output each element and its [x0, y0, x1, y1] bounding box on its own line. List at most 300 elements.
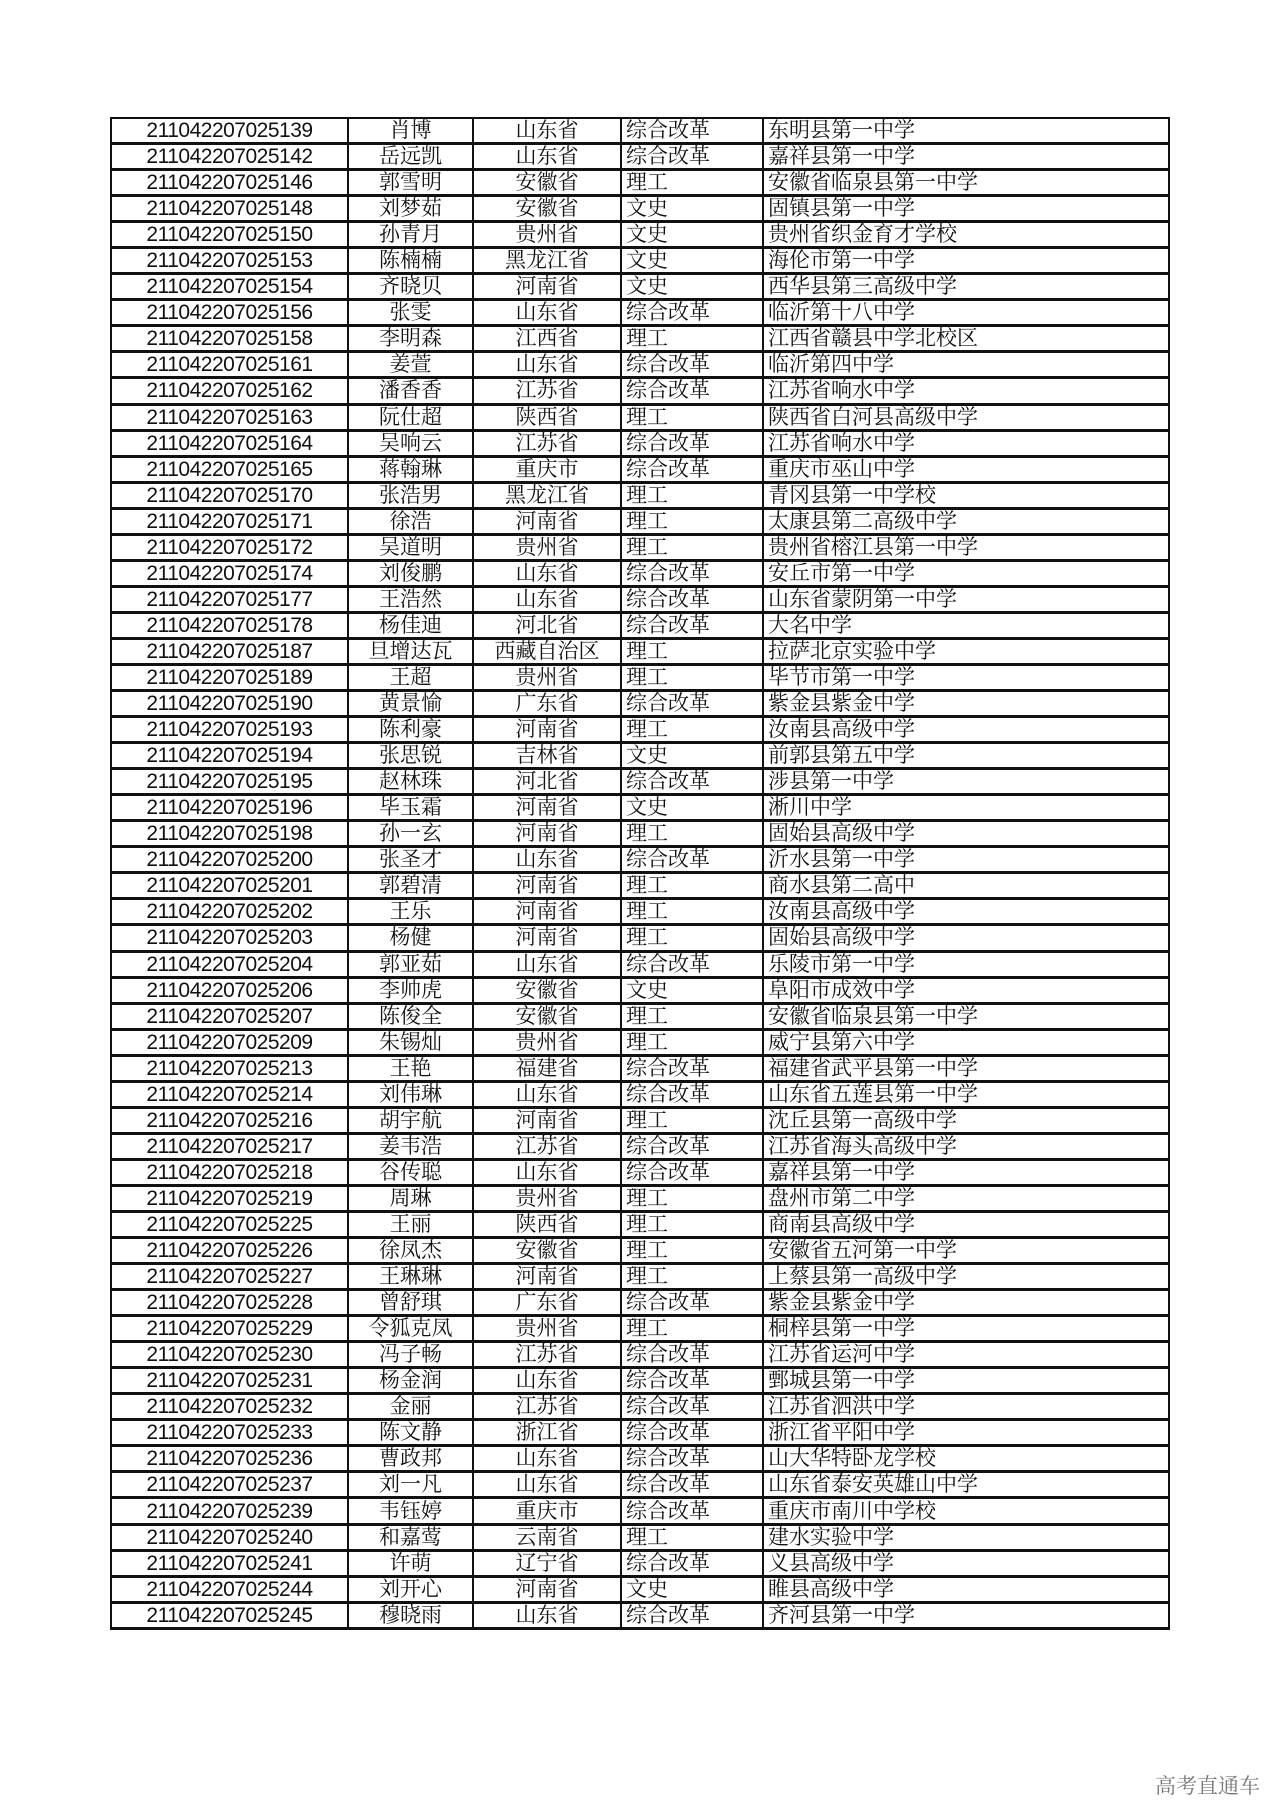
table-row: [111, 170, 1169, 196]
exam-number-cell: 211042207025177: [111, 586, 348, 612]
table-row: [111, 873, 1169, 899]
exam-number-cell: 211042207025189: [111, 664, 348, 690]
subject-type-cell: 理工: [621, 821, 763, 847]
exam-number-cell: 211042207025148: [111, 196, 348, 222]
province-cell: 辽宁省: [473, 1550, 621, 1576]
exam-number-cell: 211042207025163: [111, 404, 348, 430]
subject-type-cell: 综合改革: [621, 1420, 763, 1446]
school-cell: 上蔡县第一高级中学: [763, 1264, 1169, 1290]
province-cell: 山东省: [473, 847, 621, 873]
subject-type-cell: 综合改革: [621, 378, 763, 404]
school-cell: 盘州市第二中学: [763, 1185, 1169, 1211]
school-cell: 浙江省平阳中学: [763, 1420, 1169, 1446]
watermark: 高考直通车: [1155, 1774, 1260, 1798]
exam-number-cell: 211042207025170: [111, 482, 348, 508]
table-row: [111, 743, 1169, 769]
subject-type-cell: 综合改革: [621, 769, 763, 795]
school-cell: 嘉祥县第一中学: [763, 144, 1169, 170]
table-row: [111, 1524, 1169, 1550]
exam-number-cell: 211042207025203: [111, 925, 348, 951]
exam-number-cell: 211042207025146: [111, 170, 348, 196]
subject-type-cell: 综合改革: [621, 352, 763, 378]
subject-type-cell: 文史: [621, 274, 763, 300]
school-cell: 贵州省织金育才学校: [763, 222, 1169, 248]
exam-number-cell: 211042207025213: [111, 1055, 348, 1081]
exam-number-cell: 211042207025156: [111, 300, 348, 326]
table-row: [111, 638, 1169, 664]
table-row: [111, 1316, 1169, 1342]
table-row: [111, 326, 1169, 352]
table-row: [111, 769, 1169, 795]
name-cell: 张浩男: [348, 482, 473, 508]
school-cell: 大名中学: [763, 612, 1169, 638]
table-row: [111, 1029, 1169, 1055]
subject-type-cell: 理工: [621, 170, 763, 196]
province-cell: 河南省: [473, 821, 621, 847]
school-cell: 前郭县第五中学: [763, 743, 1169, 769]
table-row: [111, 1290, 1169, 1316]
exam-number-cell: 211042207025164: [111, 430, 348, 456]
province-cell: 陕西省: [473, 1211, 621, 1237]
school-cell: 紫金县紫金中学: [763, 1290, 1169, 1316]
table-row: [111, 560, 1169, 586]
table-row: [111, 508, 1169, 534]
table-row: [111, 1185, 1169, 1211]
name-cell: 和嘉莺: [348, 1524, 473, 1550]
table-row: [111, 1055, 1169, 1081]
name-cell: 张思锐: [348, 743, 473, 769]
school-cell: 乐陵市第一中学: [763, 951, 1169, 977]
name-cell: 张雯: [348, 300, 473, 326]
school-cell: 重庆市南川中学校: [763, 1498, 1169, 1524]
school-cell: 江苏省海头高级中学: [763, 1133, 1169, 1159]
school-cell: 江苏省响水中学: [763, 430, 1169, 456]
table-row: [111, 1472, 1169, 1498]
subject-type-cell: 综合改革: [621, 1498, 763, 1524]
province-cell: 山东省: [473, 1446, 621, 1472]
province-cell: 云南省: [473, 1524, 621, 1550]
exam-number-cell: 211042207025162: [111, 378, 348, 404]
exam-number-cell: 211042207025201: [111, 873, 348, 899]
name-cell: 杨健: [348, 925, 473, 951]
name-cell: 毕玉霜: [348, 795, 473, 821]
name-cell: 王丽: [348, 1211, 473, 1237]
subject-type-cell: 理工: [621, 638, 763, 664]
exam-number-cell: 211042207025241: [111, 1550, 348, 1576]
exam-number-cell: 211042207025226: [111, 1238, 348, 1264]
table-row: [111, 847, 1169, 873]
exam-number-cell: 211042207025206: [111, 977, 348, 1003]
name-cell: 李明森: [348, 326, 473, 352]
school-cell: 山东省泰安英雄山中学: [763, 1472, 1169, 1498]
school-cell: 淅川中学: [763, 795, 1169, 821]
school-cell: 海伦市第一中学: [763, 248, 1169, 274]
table-row: [111, 274, 1169, 300]
province-cell: 安徽省: [473, 170, 621, 196]
name-cell: 旦增达瓦: [348, 638, 473, 664]
school-cell: 威宁县第六中学: [763, 1029, 1169, 1055]
name-cell: 穆晓雨: [348, 1602, 473, 1628]
exam-number-cell: 211042207025216: [111, 1107, 348, 1133]
school-cell: 毕节市第一中学: [763, 664, 1169, 690]
name-cell: 王乐: [348, 899, 473, 925]
table-row: [111, 1264, 1169, 1290]
exam-number-cell: 211042207025228: [111, 1290, 348, 1316]
school-cell: 陕西省白河县高级中学: [763, 404, 1169, 430]
subject-type-cell: 综合改革: [621, 144, 763, 170]
name-cell: 冯子畅: [348, 1342, 473, 1368]
table-row: [111, 925, 1169, 951]
subject-type-cell: 综合改革: [621, 1081, 763, 1107]
subject-type-cell: 理工: [621, 899, 763, 925]
admission-list-table: [110, 117, 1170, 1630]
exam-number-cell: 211042207025230: [111, 1342, 348, 1368]
exam-number-cell: 211042207025190: [111, 691, 348, 717]
exam-number-cell: 211042207025158: [111, 326, 348, 352]
table-row: [111, 352, 1169, 378]
province-cell: 安徽省: [473, 1238, 621, 1264]
province-cell: 贵州省: [473, 1029, 621, 1055]
province-cell: 山东省: [473, 560, 621, 586]
subject-type-cell: 文史: [621, 196, 763, 222]
subject-type-cell: 理工: [621, 1264, 763, 1290]
subject-type-cell: 综合改革: [621, 1446, 763, 1472]
school-cell: 阜阳市成效中学: [763, 977, 1169, 1003]
subject-type-cell: 综合改革: [621, 1290, 763, 1316]
name-cell: 曹政邦: [348, 1446, 473, 1472]
province-cell: 河南省: [473, 899, 621, 925]
province-cell: 山东省: [473, 118, 621, 144]
table-row: [111, 1550, 1169, 1576]
exam-number-cell: 211042207025196: [111, 795, 348, 821]
table-row: [111, 456, 1169, 482]
school-cell: 拉萨北京实验中学: [763, 638, 1169, 664]
name-cell: 郭亚茹: [348, 951, 473, 977]
school-cell: 沂水县第一中学: [763, 847, 1169, 873]
table-row: [111, 534, 1169, 560]
name-cell: 孙一玄: [348, 821, 473, 847]
subject-type-cell: 综合改革: [621, 456, 763, 482]
subject-type-cell: 文史: [621, 795, 763, 821]
name-cell: 黄景愉: [348, 691, 473, 717]
subject-type-cell: 理工: [621, 1524, 763, 1550]
exam-number-cell: 211042207025244: [111, 1576, 348, 1602]
table-row: [111, 977, 1169, 1003]
province-cell: 山东省: [473, 1602, 621, 1628]
province-cell: 河北省: [473, 769, 621, 795]
province-cell: 贵州省: [473, 1316, 621, 1342]
name-cell: 杨金润: [348, 1368, 473, 1394]
subject-type-cell: 理工: [621, 1211, 763, 1237]
table-row: [111, 1602, 1169, 1628]
name-cell: 姜韦浩: [348, 1133, 473, 1159]
school-cell: 汝南县高级中学: [763, 899, 1169, 925]
subject-type-cell: 理工: [621, 534, 763, 560]
school-cell: 重庆市巫山中学: [763, 456, 1169, 482]
province-cell: 山东省: [473, 300, 621, 326]
exam-number-cell: 211042207025142: [111, 144, 348, 170]
province-cell: 广东省: [473, 691, 621, 717]
exam-number-cell: 211042207025204: [111, 951, 348, 977]
name-cell: 陈俊全: [348, 1003, 473, 1029]
school-cell: 江西省赣县中学北校区: [763, 326, 1169, 352]
name-cell: 孙青月: [348, 222, 473, 248]
name-cell: 王琳琳: [348, 1264, 473, 1290]
subject-type-cell: 理工: [621, 482, 763, 508]
province-cell: 江西省: [473, 326, 621, 352]
subject-type-cell: 理工: [621, 873, 763, 899]
province-cell: 江苏省: [473, 430, 621, 456]
table-row: [111, 1107, 1169, 1133]
school-cell: 沈丘县第一高级中学: [763, 1107, 1169, 1133]
exam-number-cell: 211042207025217: [111, 1133, 348, 1159]
school-cell: 桐梓县第一中学: [763, 1316, 1169, 1342]
name-cell: 姜萱: [348, 352, 473, 378]
school-cell: 临沂第四中学: [763, 352, 1169, 378]
subject-type-cell: 理工: [621, 404, 763, 430]
school-cell: 西华县第三高级中学: [763, 274, 1169, 300]
name-cell: 刘伟琳: [348, 1081, 473, 1107]
province-cell: 江苏省: [473, 1133, 621, 1159]
subject-type-cell: 综合改革: [621, 430, 763, 456]
province-cell: 黑龙江省: [473, 248, 621, 274]
school-cell: 福建省武平县第一中学: [763, 1055, 1169, 1081]
table-row: [111, 1420, 1169, 1446]
school-cell: 安徽省五河第一中学: [763, 1238, 1169, 1264]
name-cell: 许萌: [348, 1550, 473, 1576]
exam-number-cell: 211042207025239: [111, 1498, 348, 1524]
subject-type-cell: 理工: [621, 1316, 763, 1342]
school-cell: 义县高级中学: [763, 1550, 1169, 1576]
name-cell: 刘梦茹: [348, 196, 473, 222]
exam-number-cell: 211042207025233: [111, 1420, 348, 1446]
province-cell: 河南省: [473, 1264, 621, 1290]
table-row: [111, 1238, 1169, 1264]
school-cell: 青冈县第一中学校: [763, 482, 1169, 508]
name-cell: 徐浩: [348, 508, 473, 534]
subject-type-cell: 文史: [621, 1576, 763, 1602]
school-cell: 鄄城县第一中学: [763, 1368, 1169, 1394]
exam-number-cell: 211042207025219: [111, 1185, 348, 1211]
school-cell: 太康县第二高级中学: [763, 508, 1169, 534]
school-cell: 睢县高级中学: [763, 1576, 1169, 1602]
name-cell: 谷传聪: [348, 1159, 473, 1185]
subject-type-cell: 综合改革: [621, 1133, 763, 1159]
province-cell: 广东省: [473, 1290, 621, 1316]
subject-type-cell: 综合改革: [621, 560, 763, 586]
name-cell: 吴道明: [348, 534, 473, 560]
name-cell: 赵林珠: [348, 769, 473, 795]
school-cell: 紫金县紫金中学: [763, 691, 1169, 717]
subject-type-cell: 综合改革: [621, 951, 763, 977]
exam-number-cell: 211042207025153: [111, 248, 348, 274]
subject-type-cell: 综合改革: [621, 1394, 763, 1420]
province-cell: 陕西省: [473, 404, 621, 430]
name-cell: 阮仕超: [348, 404, 473, 430]
subject-type-cell: 理工: [621, 1107, 763, 1133]
subject-type-cell: 综合改革: [621, 1550, 763, 1576]
name-cell: 韦钰婷: [348, 1498, 473, 1524]
name-cell: 刘开心: [348, 1576, 473, 1602]
name-cell: 刘俊鹏: [348, 560, 473, 586]
subject-type-cell: 文史: [621, 743, 763, 769]
table-row: [111, 300, 1169, 326]
name-cell: 曾舒琪: [348, 1290, 473, 1316]
province-cell: 安徽省: [473, 977, 621, 1003]
name-cell: 胡宇航: [348, 1107, 473, 1133]
school-cell: 固镇县第一中学: [763, 196, 1169, 222]
table-row: [111, 1211, 1169, 1237]
province-cell: 浙江省: [473, 1420, 621, 1446]
subject-type-cell: 综合改革: [621, 118, 763, 144]
table-row: [111, 586, 1169, 612]
exam-number-cell: 211042207025161: [111, 352, 348, 378]
province-cell: 贵州省: [473, 664, 621, 690]
table-row: [111, 1133, 1169, 1159]
exam-number-cell: 211042207025229: [111, 1316, 348, 1342]
name-cell: 齐晓贝: [348, 274, 473, 300]
school-cell: 商水县第二高中: [763, 873, 1169, 899]
exam-number-cell: 211042207025178: [111, 612, 348, 638]
subject-type-cell: 综合改革: [621, 1159, 763, 1185]
school-cell: 山东省五莲县第一中学: [763, 1081, 1169, 1107]
exam-number-cell: 211042207025236: [111, 1446, 348, 1472]
name-cell: 陈楠楠: [348, 248, 473, 274]
subject-type-cell: 综合改革: [621, 1472, 763, 1498]
school-cell: 商南县高级中学: [763, 1211, 1169, 1237]
exam-number-cell: 211042207025209: [111, 1029, 348, 1055]
province-cell: 河南省: [473, 1107, 621, 1133]
name-cell: 张圣才: [348, 847, 473, 873]
province-cell: 山东省: [473, 1368, 621, 1394]
name-cell: 朱锡灿: [348, 1029, 473, 1055]
subject-type-cell: 综合改革: [621, 586, 763, 612]
name-cell: 潘香香: [348, 378, 473, 404]
province-cell: 重庆市: [473, 1498, 621, 1524]
subject-type-cell: 综合改革: [621, 300, 763, 326]
subject-type-cell: 文史: [621, 977, 763, 1003]
table-row: [111, 222, 1169, 248]
subject-type-cell: 理工: [621, 717, 763, 743]
name-cell: 令狐克凤: [348, 1316, 473, 1342]
subject-type-cell: 理工: [621, 1185, 763, 1211]
table-row: [111, 118, 1169, 144]
exam-number-cell: 211042207025154: [111, 274, 348, 300]
name-cell: 郭雪明: [348, 170, 473, 196]
table-row: [111, 378, 1169, 404]
province-cell: 河南省: [473, 795, 621, 821]
table-row: [111, 1159, 1169, 1185]
subject-type-cell: 理工: [621, 326, 763, 352]
school-cell: 安徽省临泉县第一中学: [763, 170, 1169, 196]
province-cell: 河北省: [473, 612, 621, 638]
name-cell: 陈利豪: [348, 717, 473, 743]
subject-type-cell: 理工: [621, 1029, 763, 1055]
table-row: [111, 612, 1169, 638]
subject-type-cell: 综合改革: [621, 847, 763, 873]
table-row: [111, 144, 1169, 170]
subject-type-cell: 理工: [621, 925, 763, 951]
name-cell: 李帅虎: [348, 977, 473, 1003]
exam-number-cell: 211042207025172: [111, 534, 348, 560]
school-cell: 东明县第一中学: [763, 118, 1169, 144]
table-body: [111, 118, 1169, 1628]
school-cell: 安徽省临泉县第一中学: [763, 1003, 1169, 1029]
exam-number-cell: 211042207025225: [111, 1211, 348, 1237]
table-row: [111, 1368, 1169, 1394]
table-row: [111, 899, 1169, 925]
table-row: [111, 1446, 1169, 1472]
name-cell: 肖博: [348, 118, 473, 144]
school-cell: 齐河县第一中学: [763, 1602, 1169, 1628]
table-row: [111, 821, 1169, 847]
table-row: [111, 1498, 1169, 1524]
school-cell: 汝南县高级中学: [763, 717, 1169, 743]
province-cell: 山东省: [473, 1081, 621, 1107]
exam-number-cell: 211042207025150: [111, 222, 348, 248]
exam-number-cell: 211042207025227: [111, 1264, 348, 1290]
name-cell: 吴响云: [348, 430, 473, 456]
province-cell: 河南省: [473, 1576, 621, 1602]
province-cell: 福建省: [473, 1055, 621, 1081]
name-cell: 岳远凯: [348, 144, 473, 170]
name-cell: 王浩然: [348, 586, 473, 612]
exam-number-cell: 211042207025214: [111, 1081, 348, 1107]
exam-number-cell: 211042207025218: [111, 1159, 348, 1185]
school-cell: 临沂第十八中学: [763, 300, 1169, 326]
exam-number-cell: 211042207025202: [111, 899, 348, 925]
province-cell: 山东省: [473, 352, 621, 378]
table-row: [111, 482, 1169, 508]
exam-number-cell: 211042207025171: [111, 508, 348, 534]
province-cell: 河南省: [473, 508, 621, 534]
province-cell: 贵州省: [473, 1185, 621, 1211]
exam-number-cell: 211042207025139: [111, 118, 348, 144]
province-cell: 江苏省: [473, 1394, 621, 1420]
name-cell: 王超: [348, 664, 473, 690]
exam-number-cell: 211042207025200: [111, 847, 348, 873]
table-row: [111, 1081, 1169, 1107]
school-cell: 江苏省运河中学: [763, 1342, 1169, 1368]
school-cell: 贵州省榕江县第一中学: [763, 534, 1169, 560]
name-cell: 刘一凡: [348, 1472, 473, 1498]
table-row: [111, 717, 1169, 743]
name-cell: 蒋翰琳: [348, 456, 473, 482]
school-cell: 江苏省泗洪中学: [763, 1394, 1169, 1420]
exam-number-cell: 211042207025245: [111, 1602, 348, 1628]
table-row: [111, 196, 1169, 222]
province-cell: 河南省: [473, 925, 621, 951]
subject-type-cell: 文史: [621, 222, 763, 248]
school-cell: 建水实验中学: [763, 1524, 1169, 1550]
province-cell: 安徽省: [473, 196, 621, 222]
exam-number-cell: 211042207025195: [111, 769, 348, 795]
province-cell: 河南省: [473, 873, 621, 899]
school-cell: 固始县高级中学: [763, 821, 1169, 847]
table-row: [111, 430, 1169, 456]
table-row: [111, 1003, 1169, 1029]
province-cell: 河南省: [473, 274, 621, 300]
subject-type-cell: 理工: [621, 1003, 763, 1029]
province-cell: 贵州省: [473, 222, 621, 248]
school-cell: 嘉祥县第一中学: [763, 1159, 1169, 1185]
name-cell: 徐凤杰: [348, 1238, 473, 1264]
table-row: [111, 951, 1169, 977]
subject-type-cell: 综合改革: [621, 691, 763, 717]
table-row: [111, 795, 1169, 821]
subject-type-cell: 理工: [621, 664, 763, 690]
school-cell: 山东省蒙阴第一中学: [763, 586, 1169, 612]
